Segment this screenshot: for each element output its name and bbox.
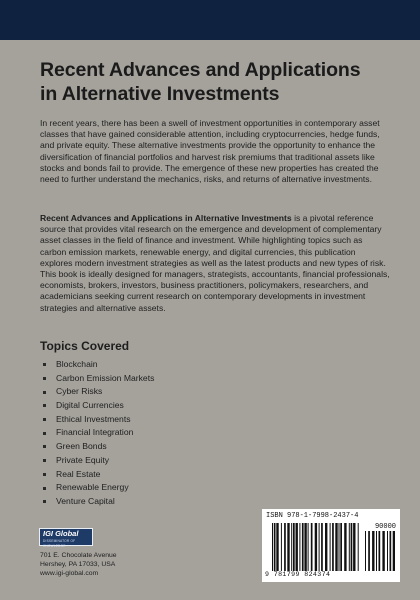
publisher-logo-text: IGI Global: [43, 529, 79, 538]
bullet-icon: [43, 391, 46, 394]
topic-item: [43, 385, 154, 399]
topic-label: Financial Integration: [56, 427, 134, 438]
topic-label: Real Estate: [56, 468, 101, 479]
topic-label: Venture Capital: [56, 495, 115, 506]
topic-item: [43, 481, 154, 495]
topic-label: Blockchain: [56, 359, 98, 369]
barcode-number: 9 781799 824374: [265, 571, 331, 578]
bullet-icon: [43, 363, 46, 366]
price-code: 90000: [374, 523, 396, 531]
description-book-title: Recent Advances and Applications in Alternative Investments: [40, 213, 292, 223]
book-title: [40, 58, 400, 106]
topic-item: [43, 372, 154, 386]
bullet-icon: [43, 459, 46, 462]
description-paragraph: [40, 213, 390, 314]
title-line-2: in Alternative Investments: [40, 83, 280, 105]
isbn-text: ISBN 978-1-7998-2437-4: [266, 512, 359, 520]
topics-list: [43, 358, 154, 509]
bullet-icon: [43, 377, 46, 380]
topic-item: [43, 399, 154, 413]
topic-label: Private Equity: [56, 454, 110, 465]
bullet-icon: [43, 418, 46, 421]
bullet-icon: [43, 432, 46, 435]
bullet-icon: [43, 473, 46, 476]
topic-item: [43, 440, 154, 454]
bullet-icon: [43, 487, 46, 490]
topic-item: [43, 454, 154, 468]
address-street: 701 E. Chocolate Avenue: [40, 552, 117, 559]
topic-item: [43, 413, 154, 427]
top-color-band: [0, 0, 420, 40]
bullet-icon: [43, 445, 46, 448]
topic-item: [43, 468, 154, 482]
topic-label: Cyber Risks: [56, 386, 103, 397]
bullet-icon: [43, 404, 46, 407]
topic-label: Renewable Energy: [56, 482, 129, 493]
topic-label: Green Bonds: [56, 441, 107, 452]
bullet-icon: [43, 500, 46, 503]
barcode-addon-bars: [365, 531, 395, 571]
description-text: is a pivotal reference source that provides vital research on the emergence and development of complementary asset classes in the field of finance and investment. While highlighting topics such as carbon emission markets, renewable energy, and digital currencies, this publication explores modern investment strategies as well as the latest products and new types of risk. This book is ideally designed for managers, strategists, accountants, financial professionals, economists, brokers, investors, business practitioners, policymakers, researchers, and academicians seeking current research on contemporary developments in investment strategies and alternative assets.: [40, 213, 390, 313]
publisher-logo: [40, 529, 92, 548]
barcode-bars: [272, 523, 362, 571]
isbn-barcode: [262, 509, 400, 582]
address-city: Hershey, PA 17033, USA: [40, 561, 116, 568]
topics-heading: Topics Covered: [40, 339, 130, 353]
publisher-logo-tagline: DISSEMINATOR OF KNOWLEDGE: [43, 539, 76, 548]
topic-label: Digital Currencies: [56, 400, 124, 411]
topic-item: [43, 426, 154, 440]
publisher-website: www.igi-global.com: [40, 570, 99, 577]
topic-item: [43, 495, 154, 509]
publisher-address: [40, 551, 117, 578]
title-line-1: Recent Advances and Applications: [40, 59, 361, 81]
intro-paragraph: In recent years, there has been a swell of investment opportunities in contemporary asset classes that have gained considerable attention, including cryptocurrencies, hedge funds, and private equity. These alternative investments provide the opportunity to enhance the diversification of financial portfolios and harvest risk premiums that traditional assets like stocks and bonds fail to provide. The emergence of these new properties has created the need to further understand the mechanics, risks, and returns of alternative investments.: [40, 118, 380, 185]
topic-label: Carbon Emission Markets: [56, 372, 155, 383]
topic-label: Ethical Investments: [56, 413, 131, 424]
topic-item: [43, 358, 154, 372]
